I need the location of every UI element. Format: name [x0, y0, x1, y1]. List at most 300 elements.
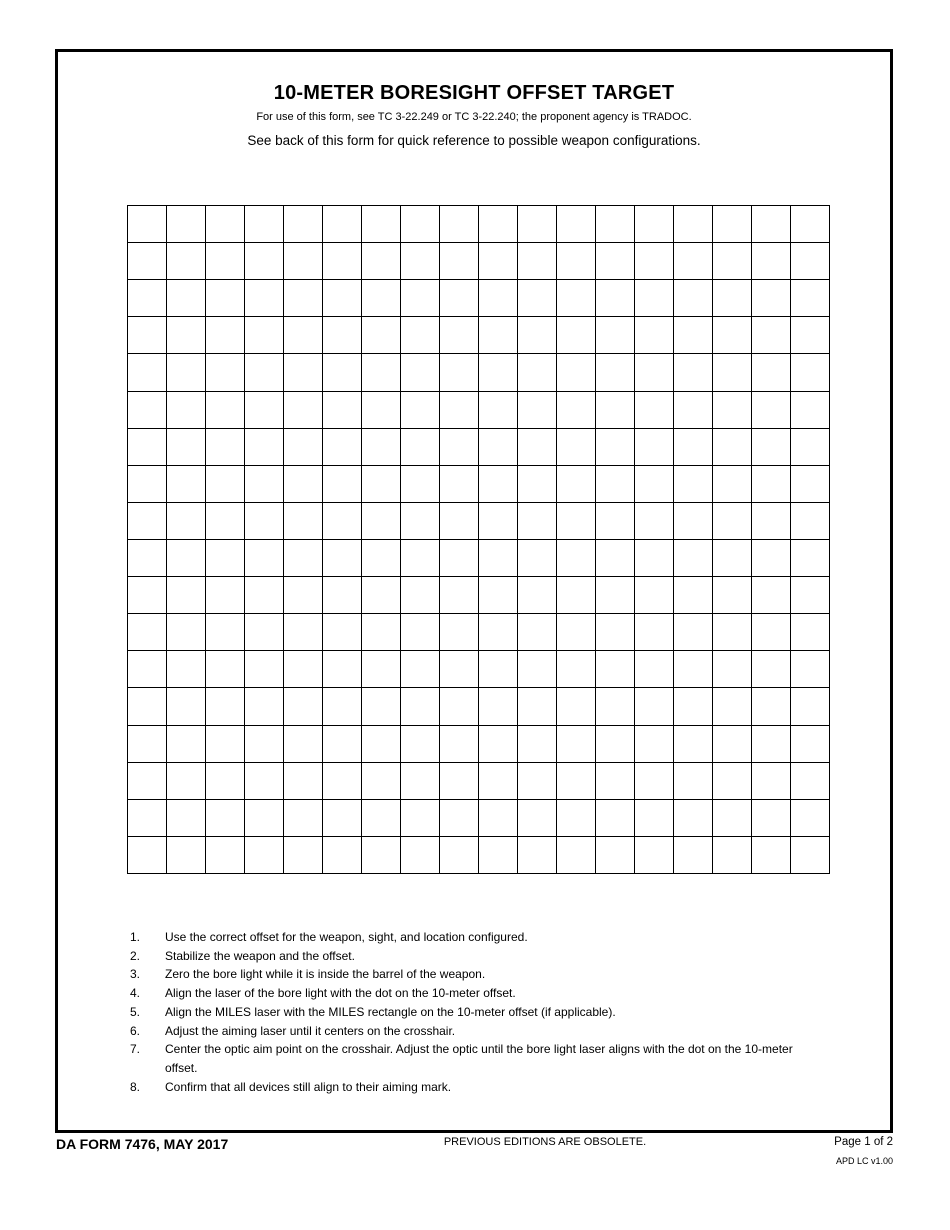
grid-cell [245, 726, 284, 763]
grid-cell [635, 540, 674, 577]
grid-cell [791, 243, 830, 280]
grid-cell [440, 540, 479, 577]
instruction-text: Confirm that all devices still align to their aiming mark. [165, 1079, 452, 1094]
grid-cell [401, 837, 440, 874]
instruction-number: 6. [130, 1023, 141, 1038]
grid-cell [323, 763, 362, 800]
grid-cell [206, 800, 245, 837]
instruction-item [130, 1003, 830, 1022]
grid-cell [791, 280, 830, 317]
grid-cell [596, 243, 635, 280]
grid-cell [518, 206, 557, 243]
grid-cell [401, 540, 440, 577]
grid-cell [206, 429, 245, 466]
grid-cell [557, 429, 596, 466]
grid-cell [206, 503, 245, 540]
footer-obsolete-notice: PREVIOUS EDITIONS ARE OBSOLETE. [443, 1136, 647, 1148]
grid-cell [245, 503, 284, 540]
grid-cell [557, 763, 596, 800]
grid-cell [323, 392, 362, 429]
grid-cell [752, 317, 791, 354]
grid-cell [713, 429, 752, 466]
grid-cell [791, 503, 830, 540]
grid-cell [362, 651, 401, 688]
grid-cell [401, 392, 440, 429]
instruction-item [130, 1022, 830, 1041]
grid-cell [167, 763, 206, 800]
grid-cell [752, 688, 791, 725]
grid-cell [284, 800, 323, 837]
grid-cell [245, 392, 284, 429]
grid-cell [206, 540, 245, 577]
grid-cell [245, 540, 284, 577]
grid-cell [167, 354, 206, 391]
grid-cell [674, 688, 713, 725]
grid-cell [323, 429, 362, 466]
grid-cell [128, 206, 167, 243]
grid-cell [713, 392, 752, 429]
grid-cell [596, 280, 635, 317]
grid-cell [752, 540, 791, 577]
instruction-text: Zero the bore light while it is inside the barrel of the weapon. [165, 967, 486, 982]
grid-cell [440, 392, 479, 429]
grid-cell [284, 540, 323, 577]
grid-cell [401, 577, 440, 614]
grid-cell [752, 763, 791, 800]
grid-cell [518, 243, 557, 280]
instruction-number: 7. [130, 1042, 141, 1057]
grid-cell [479, 763, 518, 800]
grid-cell [479, 466, 518, 503]
grid-cell [401, 354, 440, 391]
grid-cell [596, 392, 635, 429]
grid-cell [674, 503, 713, 540]
grid-cell [440, 837, 479, 874]
grid-cell [323, 466, 362, 503]
instruction-item [130, 965, 830, 984]
grid-cell [479, 837, 518, 874]
grid-cell [128, 540, 167, 577]
grid-cell [245, 354, 284, 391]
grid-cell [440, 354, 479, 391]
grid-cell [167, 392, 206, 429]
grid-cell [557, 837, 596, 874]
grid-cell [323, 577, 362, 614]
grid-cell [167, 614, 206, 651]
grid-cell [713, 354, 752, 391]
grid-cell [245, 280, 284, 317]
grid-cell [674, 726, 713, 763]
grid-cell [713, 763, 752, 800]
grid-cell [128, 503, 167, 540]
grid-cell [440, 688, 479, 725]
grid-cell [791, 837, 830, 874]
grid-cell [713, 688, 752, 725]
grid-cell [440, 243, 479, 280]
grid-cell [362, 540, 401, 577]
grid-cell [479, 429, 518, 466]
grid-cell [128, 800, 167, 837]
grid-cell [323, 614, 362, 651]
grid-cell [128, 392, 167, 429]
grid-cell [128, 280, 167, 317]
grid-cell [596, 206, 635, 243]
grid-cell [401, 206, 440, 243]
grid-cell [518, 763, 557, 800]
grid-cell [791, 317, 830, 354]
grid-cell [479, 614, 518, 651]
instruction-text: Center the optic aim point on the crosshair. Adjust the optic until the bore light laser aligns with the dot on the 10-meter offset. [165, 1042, 793, 1075]
grid-cell [557, 317, 596, 354]
grid-cell [518, 317, 557, 354]
footer-page-number: Page 1 of 2 [834, 1136, 893, 1148]
grid-cell [518, 466, 557, 503]
grid-cell [401, 429, 440, 466]
grid-cell [128, 763, 167, 800]
grid-cell [674, 392, 713, 429]
grid-cell [596, 763, 635, 800]
grid-cell [518, 429, 557, 466]
grid-cell [440, 206, 479, 243]
grid-cell [596, 614, 635, 651]
grid-cell [362, 317, 401, 354]
grid-cell [557, 577, 596, 614]
grid-cell [206, 651, 245, 688]
grid-cell [167, 317, 206, 354]
grid-cell [206, 837, 245, 874]
grid-cell [791, 540, 830, 577]
grid-cell [635, 763, 674, 800]
instruction-number: 4. [130, 986, 141, 1001]
grid-cell [713, 317, 752, 354]
grid-cell [167, 466, 206, 503]
grid-cell [557, 614, 596, 651]
grid-cell [596, 688, 635, 725]
grid-cell [167, 243, 206, 280]
grid-cell [752, 503, 791, 540]
grid-cell [245, 614, 284, 651]
grid-cell [245, 837, 284, 874]
grid-cell [557, 726, 596, 763]
grid-cell [401, 688, 440, 725]
grid-cell [791, 688, 830, 725]
grid-cell [284, 503, 323, 540]
grid-cell [479, 503, 518, 540]
grid-cell [791, 614, 830, 651]
grid-cell [128, 577, 167, 614]
grid-cell [323, 354, 362, 391]
grid-cell [206, 392, 245, 429]
grid-cell [245, 651, 284, 688]
grid-cell [401, 614, 440, 651]
instruction-item [130, 947, 830, 966]
grid-cell [752, 429, 791, 466]
grid-cell [674, 243, 713, 280]
instruction-text: Adjust the aiming laser until it centers on the crosshair. [165, 1023, 456, 1038]
grid-cell [752, 800, 791, 837]
grid-cell [284, 206, 323, 243]
grid-cell [635, 243, 674, 280]
grid-cell [791, 577, 830, 614]
grid-cell [518, 354, 557, 391]
grid-cell [557, 800, 596, 837]
grid-cell [518, 280, 557, 317]
grid-cell [479, 280, 518, 317]
grid-cell [323, 280, 362, 317]
grid-cell [167, 800, 206, 837]
grid-cell [167, 540, 206, 577]
grid-cell [362, 837, 401, 874]
grid-cell [245, 243, 284, 280]
grid-cell [596, 466, 635, 503]
grid-cell [284, 429, 323, 466]
grid-cell [362, 763, 401, 800]
grid-cell [791, 466, 830, 503]
grid-cell [128, 354, 167, 391]
grid-cell [284, 280, 323, 317]
grid-cell [362, 280, 401, 317]
grid-cell [323, 800, 362, 837]
grid-cell [128, 317, 167, 354]
grid-cell [596, 651, 635, 688]
grid-cell [401, 763, 440, 800]
grid-cell [167, 280, 206, 317]
grid-cell [245, 577, 284, 614]
grid-cell [596, 354, 635, 391]
grid-cell [752, 280, 791, 317]
grid-cell [557, 243, 596, 280]
grid-cell [206, 317, 245, 354]
grid-cell [752, 837, 791, 874]
grid-cell [791, 651, 830, 688]
grid-cell [635, 503, 674, 540]
grid-cell [635, 688, 674, 725]
grid-cell [479, 540, 518, 577]
grid-cell [752, 243, 791, 280]
grid-cell [401, 243, 440, 280]
grid-cell [518, 577, 557, 614]
grid-cell [752, 726, 791, 763]
grid-cell [635, 837, 674, 874]
grid-cell [401, 651, 440, 688]
grid-cell [635, 354, 674, 391]
grid-cell [128, 726, 167, 763]
grid-cell [557, 466, 596, 503]
instruction-number: 2. [130, 948, 141, 963]
grid-cell [674, 763, 713, 800]
grid-cell [635, 392, 674, 429]
grid-cell [674, 540, 713, 577]
grid-cell [752, 614, 791, 651]
instruction-text: Align the MILES laser with the MILES rectangle on the 10-meter offset (if applicable). [165, 1004, 616, 1019]
grid-cell [518, 540, 557, 577]
grid-cell [479, 243, 518, 280]
grid-cell [323, 317, 362, 354]
grid-cell [557, 280, 596, 317]
instruction-text: Align the laser of the bore light with the dot on the 10-meter offset. [165, 986, 516, 1001]
grid-cell [401, 466, 440, 503]
grid-cell [791, 763, 830, 800]
grid-cell [752, 354, 791, 391]
grid-cell [323, 726, 362, 763]
grid-cell [713, 614, 752, 651]
grid-cell [323, 243, 362, 280]
grid-cell [440, 317, 479, 354]
instruction-item [130, 928, 830, 947]
instruction-item [130, 1040, 830, 1077]
grid-cell [557, 651, 596, 688]
grid-cell [557, 392, 596, 429]
grid-cell [596, 317, 635, 354]
grid-cell [479, 688, 518, 725]
grid-cell [635, 280, 674, 317]
grid-cell [167, 429, 206, 466]
grid-cell [128, 429, 167, 466]
grid-cell [518, 392, 557, 429]
instruction-number: 8. [130, 1079, 141, 1094]
grid-cell [635, 614, 674, 651]
grid-cell [713, 243, 752, 280]
grid-cell [206, 763, 245, 800]
instruction-text: Stabilize the weapon and the offset. [165, 948, 355, 963]
grid-cell [791, 392, 830, 429]
grid-cell [752, 466, 791, 503]
form-header [58, 82, 890, 149]
grid-cell [167, 651, 206, 688]
instruction-number: 3. [130, 967, 141, 982]
grid-cell [284, 688, 323, 725]
grid-cell [479, 577, 518, 614]
grid-cell [518, 503, 557, 540]
grid-cell [479, 800, 518, 837]
grid-cell [401, 800, 440, 837]
grid-cell [440, 726, 479, 763]
grid-cell [362, 392, 401, 429]
grid-cell [752, 651, 791, 688]
grid-cell [362, 354, 401, 391]
grid-cell [128, 466, 167, 503]
grid-cell [128, 614, 167, 651]
grid-cell [557, 540, 596, 577]
grid-cell [557, 688, 596, 725]
grid-cell [596, 540, 635, 577]
grid-cell [245, 688, 284, 725]
grid-cell [518, 837, 557, 874]
boresight-grid [127, 205, 830, 874]
grid-cell [674, 800, 713, 837]
grid-cell [323, 206, 362, 243]
grid-cell [791, 726, 830, 763]
form-reference-note: See back of this form for quick reference to possible weapon configurations. [247, 133, 701, 148]
grid-cell [440, 429, 479, 466]
grid-cell [713, 577, 752, 614]
grid-cell [284, 466, 323, 503]
grid-cell [401, 503, 440, 540]
grid-cell [206, 726, 245, 763]
instruction-number: 5. [130, 1004, 141, 1019]
grid-cell [128, 243, 167, 280]
grid-cell [518, 800, 557, 837]
grid-cell [713, 466, 752, 503]
grid-cell [518, 651, 557, 688]
grid-cell [674, 614, 713, 651]
grid-cell [635, 651, 674, 688]
grid-cell [596, 800, 635, 837]
instruction-item [130, 1078, 830, 1097]
grid-cell [635, 726, 674, 763]
grid-cell [284, 392, 323, 429]
footer-form-id: DA FORM 7476, MAY 2017 [56, 1136, 229, 1152]
grid-cell [791, 354, 830, 391]
grid-cell [362, 429, 401, 466]
form-title: 10-METER BORESIGHT OFFSET TARGET [273, 82, 675, 104]
grid-cell [479, 317, 518, 354]
grid-cell [713, 206, 752, 243]
grid-cell [635, 429, 674, 466]
grid-cell [362, 726, 401, 763]
grid-cell [323, 837, 362, 874]
instructions-list [130, 928, 830, 1096]
grid-cell [440, 466, 479, 503]
grid-cell [674, 429, 713, 466]
grid-cell [596, 837, 635, 874]
grid-cell [284, 651, 323, 688]
grid-cell [674, 837, 713, 874]
grid-cell [167, 688, 206, 725]
grid-cell [362, 800, 401, 837]
grid-cell [245, 800, 284, 837]
grid-cell [206, 354, 245, 391]
grid-cell [713, 540, 752, 577]
grid-cell [713, 726, 752, 763]
grid-cell [362, 688, 401, 725]
grid-cell [674, 206, 713, 243]
grid-cell [596, 577, 635, 614]
grid-cell [557, 503, 596, 540]
grid-cell [635, 206, 674, 243]
footer-version: APD LC v1.00 [835, 1156, 893, 1166]
grid-cell [323, 503, 362, 540]
grid-cell [245, 317, 284, 354]
instruction-text: Use the correct offset for the weapon, sight, and location configured. [165, 930, 528, 944]
grid-cell [206, 206, 245, 243]
instruction-number: 1. [130, 930, 141, 944]
grid-cell [362, 466, 401, 503]
grid-cell [713, 837, 752, 874]
grid-cell [635, 466, 674, 503]
form-border-box [55, 49, 893, 1133]
grid-cell [713, 800, 752, 837]
grid-cell [401, 317, 440, 354]
grid-cell [440, 503, 479, 540]
grid-cell [206, 280, 245, 317]
grid-cell [167, 503, 206, 540]
grid-cell [167, 206, 206, 243]
grid-cell [440, 763, 479, 800]
grid-cell [284, 243, 323, 280]
grid-cell [362, 503, 401, 540]
grid-cell [674, 317, 713, 354]
grid-cell [440, 651, 479, 688]
grid-cell [635, 800, 674, 837]
grid-cell [167, 726, 206, 763]
grid-cell [674, 354, 713, 391]
grid-cell [128, 651, 167, 688]
grid-cell [284, 763, 323, 800]
grid-cell [674, 466, 713, 503]
grid-cell [518, 614, 557, 651]
grid-cell [245, 429, 284, 466]
